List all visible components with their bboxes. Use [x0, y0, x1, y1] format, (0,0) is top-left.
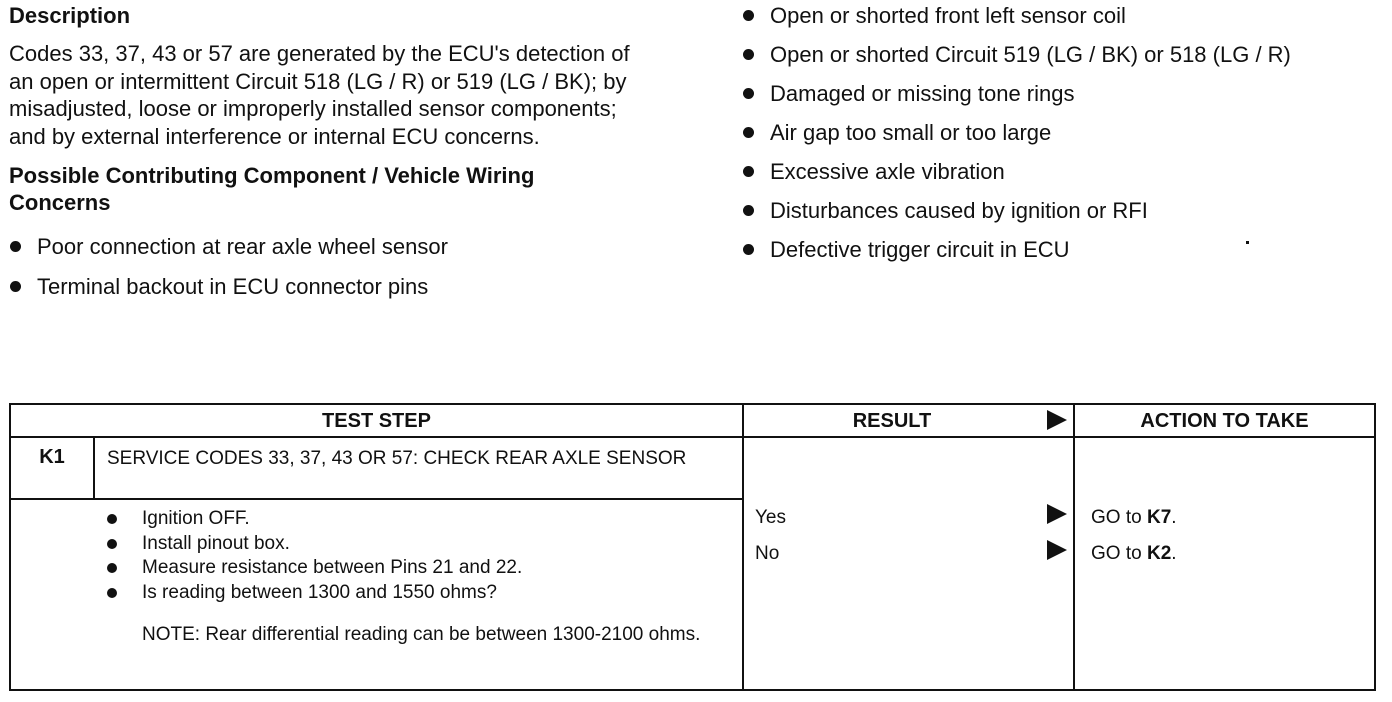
bullet-icon — [743, 205, 754, 216]
bullet-icon — [107, 539, 117, 549]
list-item-text: Excessive axle vibration — [770, 159, 1005, 184]
list-item-text: Defective trigger circuit in ECU — [770, 237, 1070, 262]
concerns-heading: Possible Contributing Component / Vehicle Wiring Concerns — [9, 163, 535, 215]
description-heading: Description — [9, 3, 131, 28]
list-item-text: Damaged or missing tone rings — [770, 81, 1075, 106]
action-go-to-k7[interactable] — [1091, 506, 1177, 530]
step-note: NOTE: Rear differential reading can be between 1300-2100 ohms. — [142, 624, 701, 645]
list-item-text: Air gap too small or too large — [770, 120, 1052, 145]
list-item — [742, 158, 1382, 185]
bullet-icon — [743, 10, 754, 21]
list-item-text: Install pinout box. — [142, 532, 290, 554]
arrow-right-icon — [1047, 410, 1067, 430]
bullet-icon — [107, 514, 117, 524]
description-text: Codes 33, 37, 43 or 57 are generated by the ECU's detection of an open or intermittent Circuit 518 (LG / R) or 519 (LG / BK); by misadjusted, loose or improperly installed sensor components; and by external interference or internal ECU concerns. — [9, 41, 630, 149]
result-no: No — [755, 543, 780, 564]
list-item — [9, 233, 709, 260]
bullet-icon — [10, 241, 21, 252]
stray-mark — [1246, 241, 1249, 244]
result-yes: Yes — [755, 507, 786, 528]
bullet-icon — [743, 244, 754, 255]
bullet-icon — [107, 588, 117, 598]
action-go-to-k2[interactable] — [1091, 542, 1177, 566]
list-item-text: Terminal backout in ECU connector pins — [37, 274, 429, 299]
list-item-text: Open or shorted Circuit 519 (LG / BK) or 518 (LG / R) — [770, 42, 1291, 67]
action-suffix: . — [1171, 543, 1177, 564]
list-item-text: Disturbances caused by ignition or RFI — [770, 198, 1148, 223]
arrow-right-icon — [1047, 540, 1067, 560]
list-item-text: Open or shorted front left sensor coil — [770, 3, 1126, 28]
bullet-icon — [743, 49, 754, 60]
step-id: K1 — [39, 446, 65, 468]
bullet-icon — [743, 88, 754, 99]
action-target: K7 — [1146, 507, 1172, 528]
list-item-text: Ignition OFF. — [142, 508, 250, 529]
bullet-icon — [10, 281, 21, 292]
test-step-table — [9, 403, 1376, 691]
list-item-text: Is reading between 1300 and 1550 ohms? — [142, 581, 497, 603]
list-item — [104, 532, 724, 557]
right-column — [742, 2, 1382, 275]
list-item — [742, 2, 1382, 29]
list-item — [104, 507, 724, 532]
column-divider — [742, 405, 744, 689]
bullet-icon — [743, 166, 754, 177]
concerns-list-left — [9, 233, 709, 300]
list-item-text: Measure resistance between Pins 21 and 22. — [142, 557, 523, 578]
left-column — [9, 2, 709, 313]
list-item — [104, 581, 724, 606]
action-suffix: . — [1171, 507, 1177, 528]
step-title: SERVICE CODES 33, 37, 43 OR 57: CHECK REAR AXLE SENSOR — [107, 448, 687, 469]
action-prefix: GO to — [1091, 507, 1147, 528]
step-instructions — [104, 507, 724, 605]
list-item — [9, 273, 709, 300]
header-test-step: TEST STEP — [322, 410, 431, 432]
column-divider — [1073, 405, 1075, 689]
bullet-icon — [107, 563, 117, 573]
list-item — [742, 41, 1382, 68]
step-id-divider — [93, 438, 95, 500]
list-item — [104, 556, 724, 581]
list-item-text: Poor connection at rear axle wheel sensor — [37, 234, 448, 259]
header-result: RESULT — [852, 410, 932, 432]
concerns-list-right — [742, 2, 1382, 263]
list-item — [742, 119, 1382, 146]
header-action: ACTION TO TAKE — [1140, 410, 1309, 432]
step-title-divider — [11, 498, 743, 500]
list-item — [742, 197, 1382, 224]
bullet-icon — [743, 127, 754, 138]
action-prefix: GO to — [1091, 543, 1147, 564]
arrow-right-icon — [1047, 504, 1067, 524]
list-item — [742, 80, 1382, 107]
list-item — [742, 236, 1382, 263]
action-target: K2 — [1146, 543, 1172, 564]
